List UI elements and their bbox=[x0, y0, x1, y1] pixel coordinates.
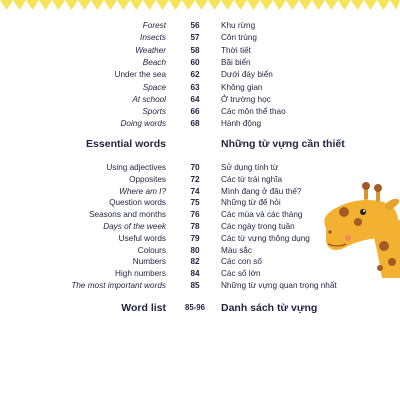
toc-row bbox=[0, 82, 400, 94]
giraffe-illustration bbox=[318, 182, 400, 278]
toc-row bbox=[0, 32, 400, 44]
toc-entry-en: Using adjectives bbox=[106, 163, 166, 172]
toc-entry-page: 62 bbox=[190, 70, 200, 80]
toc-entry-vi: Mình đang ở đâu thế? bbox=[221, 186, 302, 196]
toc-entry-vi: Bãi biển bbox=[221, 57, 251, 67]
toc-entry-page: 74 bbox=[190, 186, 200, 196]
toc-entry-page: 68 bbox=[190, 119, 200, 129]
toc-entry-page: 76 bbox=[190, 210, 200, 220]
toc-row bbox=[0, 45, 400, 57]
toc-entry-page: 75 bbox=[190, 198, 200, 208]
toc-entry-vi: Màu sắc bbox=[221, 245, 252, 255]
toc-entry-vi: Các mùa và các tháng bbox=[221, 210, 303, 220]
toc-entry-vi: Ở trường học bbox=[221, 94, 271, 104]
toc-entry-en: High numbers bbox=[115, 269, 166, 279]
essential-title-vi: Những từ vựng cần thiết bbox=[221, 138, 345, 150]
toc-entry-en: Sports bbox=[142, 107, 166, 117]
toc-entry-vi: Dưới đáy biển bbox=[221, 70, 273, 80]
toc-entry-page: 72 bbox=[190, 174, 200, 184]
toc-entry-en: Colours bbox=[137, 245, 166, 255]
toc-entry-page: 70 bbox=[190, 163, 200, 172]
toc-entry-vi: Các từ trái nghĩa bbox=[221, 174, 283, 184]
toc-entry-vi: Thời tiết bbox=[221, 45, 251, 55]
toc-entry-vi: Các môn thể thao bbox=[221, 107, 286, 117]
toc-entry-en: Space bbox=[142, 82, 166, 92]
essential-heading bbox=[0, 136, 400, 152]
toc-row bbox=[0, 69, 400, 81]
toc-entry-vi: Sử dụng tính từ bbox=[221, 163, 279, 172]
wordlist-title-en: Word list bbox=[121, 302, 166, 314]
toc-entry-en: Days of the week bbox=[103, 222, 166, 231]
wordlist-title-vi: Danh sách từ vựng bbox=[221, 302, 318, 314]
toc-entry-vi: Các ngày trong tuần bbox=[221, 222, 295, 231]
toc-entry-vi: Các số lớn bbox=[221, 269, 261, 279]
toc-entry-vi: Không gian bbox=[221, 82, 263, 92]
toc-entry-en: Where am I? bbox=[119, 186, 166, 196]
toc-entry-vi: Các từ vựng thông dụng bbox=[221, 233, 310, 243]
toc-entry-page: 84 bbox=[190, 269, 200, 279]
essential-title-en: Essential words bbox=[86, 138, 166, 150]
toc-entry-en: Beach bbox=[142, 57, 166, 67]
toc-row bbox=[0, 20, 400, 32]
toc-entry-en: Useful words bbox=[118, 233, 166, 243]
toc-row bbox=[0, 280, 400, 292]
toc-entry-page: 82 bbox=[190, 257, 200, 267]
toc-row bbox=[0, 118, 400, 130]
toc-row bbox=[0, 162, 400, 174]
toc-entry-en: Opposites bbox=[129, 174, 166, 184]
toc-entry-page: 66 bbox=[190, 107, 200, 117]
toc-entry-vi: Các con số bbox=[221, 257, 262, 267]
toc-entry-page: 78 bbox=[190, 222, 200, 231]
wordlist-heading bbox=[0, 300, 400, 316]
toc-entry-en: Insects bbox=[140, 33, 166, 43]
toc-entry-vi: Hành động bbox=[221, 119, 262, 129]
toc-entry-vi: Côn trùng bbox=[221, 33, 257, 43]
toc-entry-page: 58 bbox=[190, 45, 200, 55]
toc-entry-en: Question words bbox=[109, 198, 166, 208]
toc-row bbox=[0, 106, 400, 118]
toc-entry-en: Weather bbox=[135, 45, 166, 55]
toc-entry-en: Numbers bbox=[132, 257, 166, 267]
toc-entry-page: 79 bbox=[190, 233, 200, 243]
toc-entry-page: 56 bbox=[190, 21, 200, 30]
toc-entry-en: At school bbox=[132, 94, 166, 104]
toc-entry-vi: Những từ để hỏi bbox=[221, 198, 281, 208]
toc-entry-en: Under the sea bbox=[114, 70, 166, 80]
toc-entry-page: 60 bbox=[190, 57, 200, 67]
zigzag-border bbox=[0, 0, 400, 20]
wordlist-page: 85-96 bbox=[185, 303, 205, 312]
toc-entry-page: 85 bbox=[190, 281, 200, 290]
toc-entry-page: 80 bbox=[190, 245, 200, 255]
toc-entry-vi: Khu rừng bbox=[221, 21, 256, 30]
toc-entry-page: 64 bbox=[190, 94, 200, 104]
toc-entry-en: Seasons and months bbox=[89, 210, 166, 220]
toc-entry-en: Forest bbox=[142, 21, 166, 30]
toc-row bbox=[0, 57, 400, 69]
toc-entry-en: The most important words bbox=[71, 281, 166, 290]
toc-entry-en: Doing words bbox=[120, 119, 166, 129]
toc-entry-page: 63 bbox=[190, 82, 200, 92]
toc-row bbox=[0, 94, 400, 106]
toc-entry-page: 57 bbox=[190, 33, 200, 43]
toc-entry-vi: Những từ vựng quan trọng nhất bbox=[221, 281, 337, 290]
